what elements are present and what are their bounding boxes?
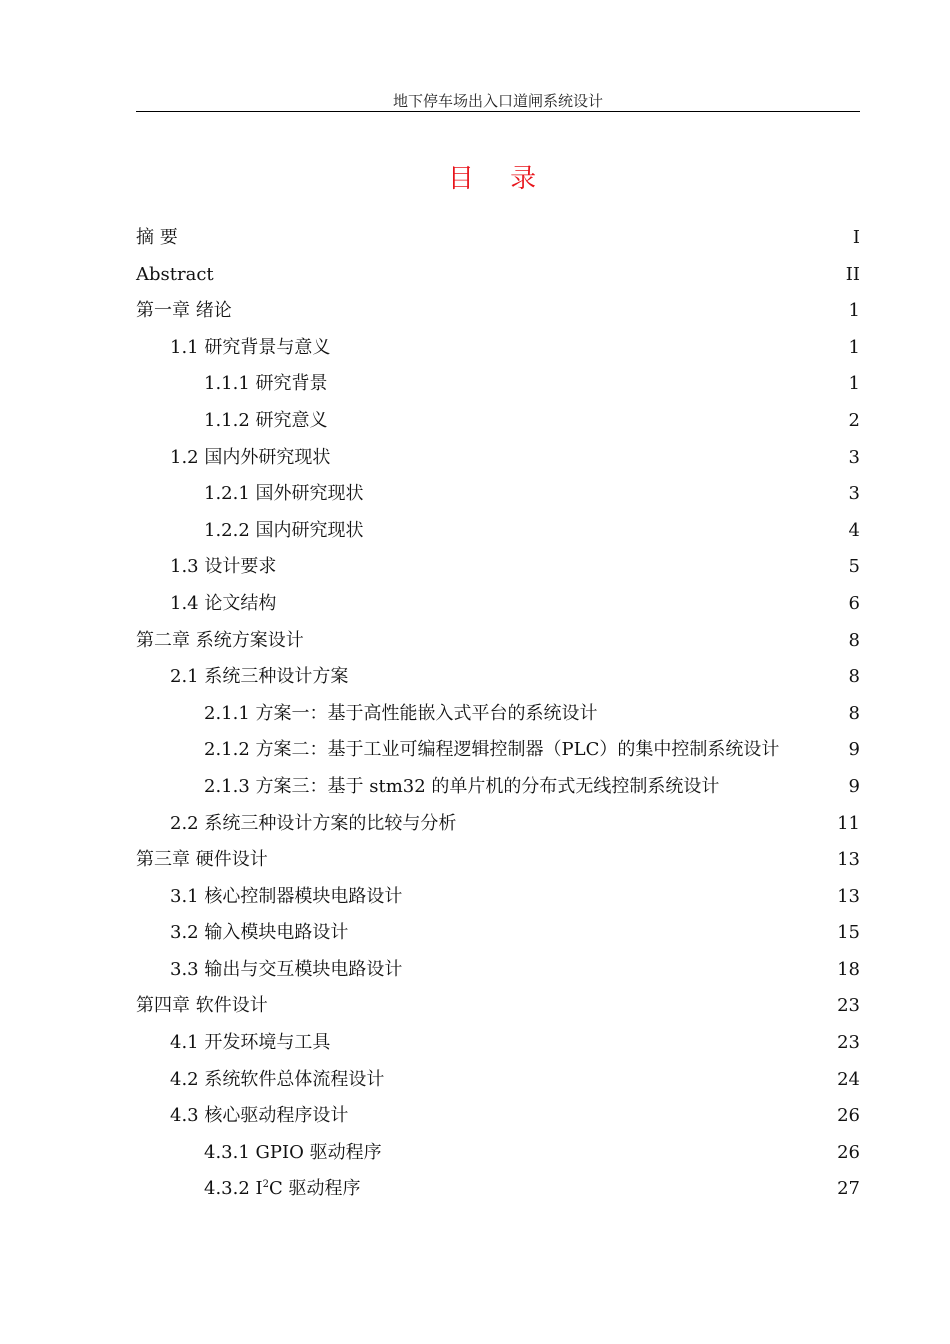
toc-entry-page-number: 1: [848, 300, 860, 322]
toc-entry-page-number: 23: [837, 1032, 860, 1054]
toc-entry-label: 4.3.1 GPIO 驱动程序: [204, 1141, 382, 1163]
toc-title: 目 录: [447, 164, 551, 194]
toc-entry-label: 2.1.2 方案二：基于工业可编程逻辑控制器（PLC）的集中控制系统设计: [204, 739, 780, 761]
toc-entry[interactable]: [136, 257, 860, 294]
toc-entry-page-number: 9: [848, 739, 860, 761]
header-divider: [136, 111, 860, 112]
toc-entry-label: 4.3 核心驱动程序设计: [170, 1105, 349, 1127]
toc-entry-label-superscript: 2: [262, 1179, 270, 1191]
toc-entry-label: 1.1 研究背景与意义: [170, 336, 331, 358]
toc-entry-page-number: 6: [848, 592, 860, 614]
toc-entry-page-number: II: [845, 263, 860, 285]
toc-entry-page-number: 9: [848, 775, 860, 797]
toc-entry-page-number: 13: [837, 885, 860, 907]
toc-entry-label: 3.1 核心控制器模块电路设计: [170, 885, 403, 907]
toc-entry-page-number: 15: [837, 922, 860, 944]
toc-entry-page-number: 18: [837, 958, 860, 980]
toc-entry-label: [204, 1171, 361, 1208]
toc-entry[interactable]: [136, 659, 860, 696]
toc-entry-label: 第四章 软件设计: [136, 995, 268, 1017]
toc-entry-label: 3.2 输入模块电路设计: [170, 922, 349, 944]
toc-entry[interactable]: [136, 403, 860, 440]
toc-entry[interactable]: [136, 1098, 860, 1135]
toc-entry-page-number: 26: [837, 1141, 860, 1163]
toc-entry-page-number: 23: [837, 995, 860, 1017]
toc-entry-label: 1.2 国内外研究现状: [170, 446, 331, 468]
toc-entry[interactable]: [136, 623, 860, 660]
toc-entry-label: 3.3 输出与交互模块电路设计: [170, 958, 403, 980]
toc-entry-label: 2.2 系统三种设计方案的比较与分析: [170, 812, 457, 834]
toc-entry-label: 4.2 系统软件总体流程设计: [170, 1068, 385, 1090]
toc-entry-label: 1.3 设计要求: [170, 556, 277, 578]
toc-entry[interactable]: [136, 696, 860, 733]
toc-entry[interactable]: [136, 1062, 860, 1099]
toc-entry[interactable]: [136, 806, 860, 843]
toc-entry-label-text: 4.3.2 I: [204, 1178, 263, 1200]
toc-entry-page-number: 27: [837, 1178, 860, 1200]
toc-entry-page-number: 2: [848, 409, 860, 431]
toc-entry-page-number: 13: [837, 849, 860, 871]
toc-entry[interactable]: [136, 586, 860, 623]
toc-entry[interactable]: [136, 988, 860, 1025]
toc-entry-page-number: I: [852, 227, 860, 248]
toc-entry[interactable]: [136, 1135, 860, 1172]
toc-entry-page-number: 8: [848, 702, 860, 724]
toc-entry-page-number: 1: [848, 336, 860, 358]
running-header: 地下停车场出入口道闸系统设计: [392, 92, 603, 110]
toc-entry-page-number: 3: [848, 446, 860, 468]
toc-entry-label-tail: C 驱动程序: [269, 1178, 361, 1200]
toc-entry-page-number: 11: [837, 812, 860, 834]
toc-entry-page-number: 26: [837, 1105, 860, 1127]
toc-entry[interactable]: [136, 842, 860, 879]
toc-entry-label: 4.1 开发环境与工具: [170, 1032, 331, 1054]
toc-entry[interactable]: [136, 330, 860, 367]
toc-entry[interactable]: [136, 513, 860, 550]
toc-entry-label: 1.4 论文结构: [170, 592, 277, 614]
toc-entry[interactable]: [136, 879, 860, 916]
toc-entry-label: 第三章 硬件设计: [136, 849, 268, 871]
toc-entry-page-number: 1: [848, 373, 860, 395]
toc-entry[interactable]: [136, 293, 860, 330]
toc-entry[interactable]: [136, 769, 860, 806]
toc-entry[interactable]: [136, 476, 860, 513]
toc-entry[interactable]: [136, 220, 860, 257]
toc-entry[interactable]: [136, 732, 860, 769]
toc-entry-label: 摘 要: [136, 227, 178, 248]
toc-entry-page-number: 3: [848, 483, 860, 505]
toc-entry-label: Abstract: [136, 263, 214, 285]
toc-entry-page-number: 5: [848, 556, 860, 578]
toc-entry-label: 2.1 系统三种设计方案: [170, 666, 349, 688]
toc-entry-page-number: 4: [848, 519, 860, 541]
toc-entry[interactable]: [136, 915, 860, 952]
toc-entry-page-number: 8: [848, 629, 860, 651]
toc-entry-label: 1.1.2 研究意义: [204, 409, 328, 431]
toc-entry-label: 2.1.3 方案三：基于 stm32 的单片机的分布式无线控制系统设计: [204, 775, 720, 797]
toc-list: [136, 220, 860, 1208]
toc-entry[interactable]: [136, 549, 860, 586]
toc-entry-label: 1.2.2 国内研究现状: [204, 519, 364, 541]
toc-entry[interactable]: [136, 952, 860, 989]
toc-entry-page-number: 8: [848, 666, 860, 688]
toc-entry-label: 1.2.1 国外研究现状: [204, 483, 364, 505]
toc-entry-label: 2.1.1 方案一：基于高性能嵌入式平台的系统设计: [204, 702, 598, 724]
toc-entry-page-number: 24: [837, 1068, 860, 1090]
toc-entry[interactable]: [136, 1025, 860, 1062]
toc-entry[interactable]: [136, 366, 860, 403]
toc-entry-label: 第一章 绪论: [136, 300, 232, 322]
toc-entry-label: 1.1.1 研究背景: [204, 373, 328, 395]
toc-entry-label: 第二章 系统方案设计: [136, 629, 304, 651]
toc-entry[interactable]: [136, 1171, 860, 1208]
toc-entry[interactable]: [136, 440, 860, 477]
